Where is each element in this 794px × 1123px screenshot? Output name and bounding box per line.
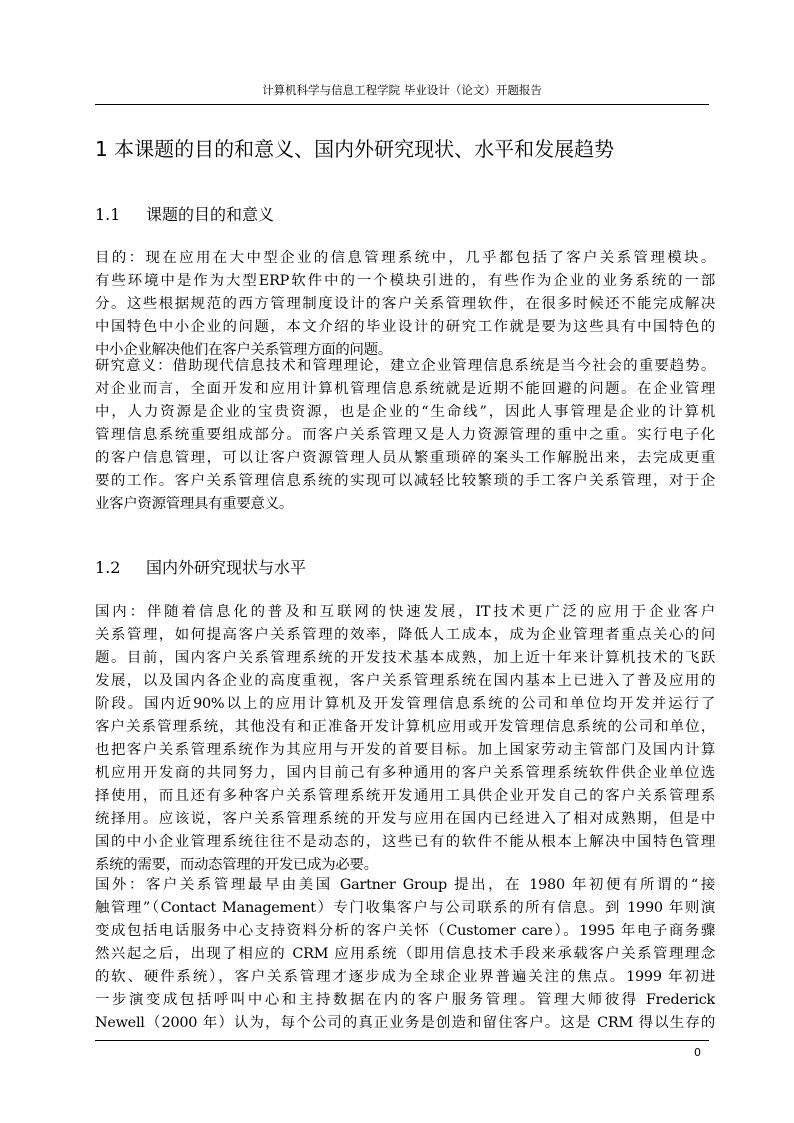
page-header: 计算机科学与信息工程学院 毕业设计（论文）开题报告 [262,83,542,97]
text-line: 客户关系管理系统，其他没有和正准备开发计算机应用或开发管理信息系统的公司和单位， [95,719,715,735]
text-line: 变成包括电话服务中心支持资料分析的客户关怀（Customer care）。1995 年电子商务骤 [95,923,715,939]
text-line: 国内：伴随着信息化的普及和互联网的快速发展，IT技术更广泛的应用于企业客户 [95,604,715,620]
text-line: 业客户资源管理具有重要意义。 [95,496,293,512]
section-heading-1-1 [95,202,274,225]
footer-rule [95,1040,709,1041]
text-line: 管理信息系统重要组成部分。而客户关系管理又是人力资源管理的重中之重。实行电子化 [95,427,715,443]
paragraph-foreign [95,874,715,1035]
text-line: 国的中小企业管理系统往往不是动态的，这些已有的软件不能从根本上解决中国特色管理 [95,834,715,850]
chapter-heading: 1 本课题的目的和意义、国内外研究现状、水平和发展趋势 [95,137,615,161]
text-line: 关系管理，如何提高客户关系管理的效率，降低人工成本，成为企业管理者重点关心的问 [95,627,715,643]
text-line: 触管理”（Contact Management）专门收集客户与公司联系的所有信息。到 1990 年则演 [95,900,715,916]
paragraph-significance [95,355,715,516]
text-line: 中国特色中小企业的问题，本文介绍的毕业设计的研究工作就是要为这些具有中国特色的 [95,319,715,335]
text-line: 分。这些根据规范的西方管理制度设计的客户关系管理软件，在很多时候还不能完成解决 [95,296,715,312]
text-line: 有些环境中是作为大型ERP软件中的一个模块引进的，有些作为企业的业务系统的一部 [95,273,715,289]
text-line: 中，人力资源是企业的宝贵资源，也是企业的“生命线”，因此人事管理是企业的计算机 [95,404,715,420]
text-line: 题。目前，国内客户关系管理系统的开发技术基本成熟，加上近十年来计算机技术的飞跃 [95,650,715,666]
paragraph-domestic [95,601,715,877]
text-line: 对企业而言，全面开发和应用计算机管理信息系统就是近期不能回避的问题。在企业管理 [95,381,715,397]
section-title: 国内外研究现状与水平 [146,558,307,577]
page-number: 0 [694,1046,701,1059]
text-line: 系统的需要，而动态管理的开发已成为必要。 [95,857,378,873]
section-number: 1.1 [95,205,121,224]
text-line: 要的工作。客户关系管理信息系统的实现可以减轻比较繁琐的手工客户关系管理，对于企 [95,473,715,489]
text-line: 然兴起之后，出现了相应的 CRM 应用系统（即用信息技术手段来承载客户关系管理理念 [95,946,715,962]
text-line: 发展，以及国内各企业的高度重视，客户关系管理系统在国内基本上已进入了普及应用的 [95,673,715,689]
text-line: 研究意义：借助现代信息技术和管理理论，建立企业管理信息系统是当今社会的重要趋势。 [95,358,715,374]
text-line: 阶段。国内近90%以上的应用计算机及开发管理信息系统的公司和单位均开发并运行了 [95,696,715,712]
text-line: 的软、硬件系统），客户关系管理才逐步成为全球企业界普遍关注的焦点。1999 年初进 [95,969,715,985]
text-line: 统择用。应该说，客户关系管理系统的开发与应用在国内已经进入了相对成熟期，但是中 [95,811,715,827]
section-heading-1-2 [95,555,306,578]
header-rule [95,104,709,105]
text-line: 也把客户关系管理系统作为其应用与开发的首要目标。加上国家劳动主管部门及国内计算 [95,742,715,758]
text-line: 择使用，而且还有多种客户关系管理系统开发通用工具供企业开发自己的客户关系管理系 [95,788,715,804]
section-title: 课题的目的和意义 [146,205,275,224]
paragraph-purpose [95,247,715,362]
text-line: 目的：现在应用在大中型企业的信息管理系统中，几乎都包括了客户关系管理模块。 [95,250,715,266]
text-line: 的客户信息管理，可以让客户资源管理人员从繁重琐碎的案头工作解脱出来，去完成更重 [95,450,715,466]
text-line: 机应用开发商的共同努力，国内目前己有多种通用的客户关系管理系统软件供企业单位选 [95,765,715,781]
section-number: 1.2 [95,558,121,577]
text-line: 中小企业解决他们在客户关系管理方面的问题。 [95,342,392,358]
text-line: 国外：客户关系管理最早由美国 Gartner Group 提出，在 1980 年初便有所谓的“接 [95,877,715,893]
text-line: 一步演变成包括呼叫中心和主持数据在内的客户服务管理。管理大师彼得 Frederick [95,992,715,1008]
text-line: Newell（2000 年）认为，每个公司的真正业务是创造和留住客户。这是 CRM 得以生存的 [95,1015,715,1031]
